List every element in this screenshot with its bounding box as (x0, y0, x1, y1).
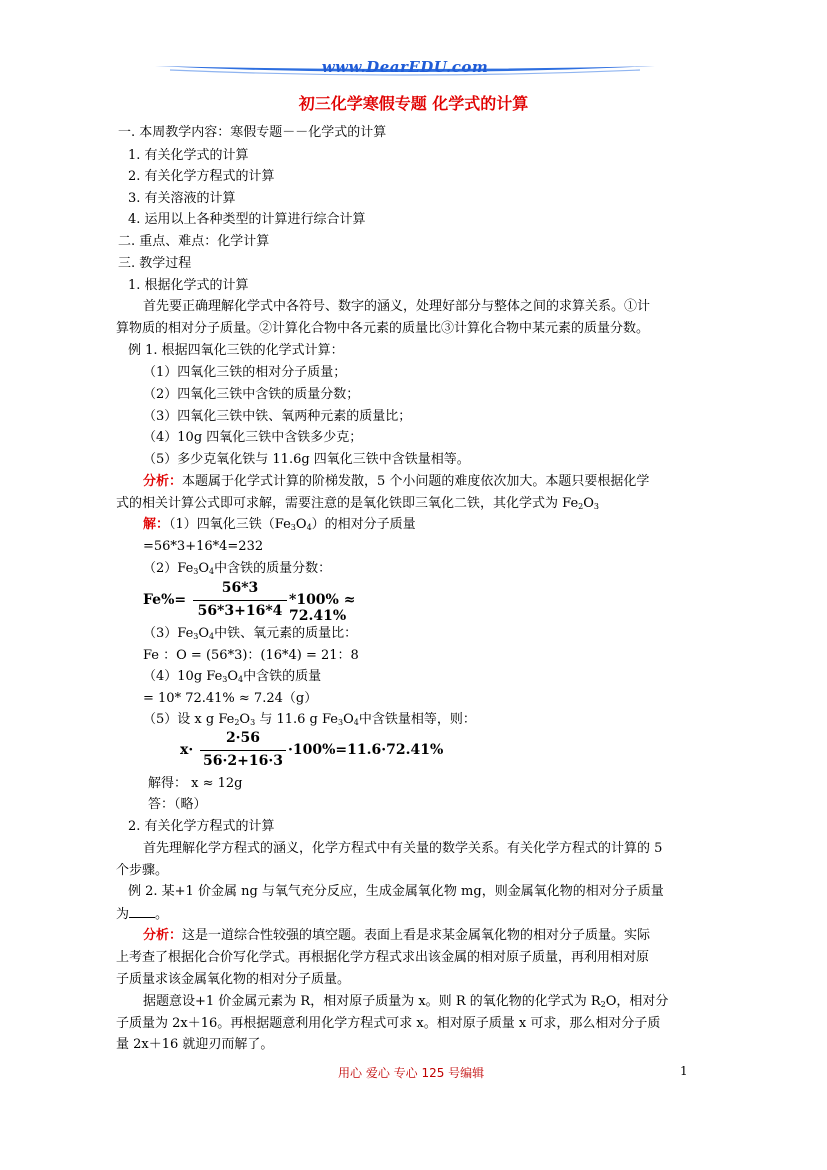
paragraph-line: 首先要正确理解化学式中各符号、数字的涵义，处理好部分与整体之间的求算关系。①计 (143, 299, 651, 314)
example-heading: 例 1. 根据四氧化三铁的化学式计算： (128, 343, 344, 358)
answer-line: 答：（略） (148, 797, 207, 812)
question-item: （4）10g 四氧化三铁中含铁多少克； (143, 430, 363, 445)
question-item: （2）四氧化三铁中含铁的质量分数； (143, 387, 360, 402)
analysis-line: 子质量求该金属氧化物的相对分子质量。 (116, 972, 351, 987)
question-item: （1）四氧化三铁的相对分子质量； (143, 365, 347, 380)
analysis-line: 分析：这是一道综合性较强的填空题。表面上看是求某金属氧化物的相对分子质量。实际 (143, 928, 651, 943)
paragraph-line: 据题意设+1 价金属元素为 R，相对原子质量为 x。则 R 的氧化物的化学式为 $R_2O$，相对分 (143, 994, 669, 1009)
page-title: 初三化学寒假专题 化学式的计算 (298, 94, 529, 113)
formula-equation: x· 2·56 56·2+16·3 ·100%=11.6·72.41% (180, 730, 444, 769)
solution-calc: =56*3+16*4=232 (143, 539, 264, 554)
analysis-line: 上考查了根据化合价写化学式。再根据化学方程式求出该金属的相对原子质量，再利用相对原 (116, 950, 650, 965)
section-heading: 三. 教学过程 (118, 256, 192, 271)
list-item: 2. 有关化学方程式的计算 (128, 169, 275, 184)
solution-calc: Fe ：O = (56*3)：(16*4) = 21：8 (143, 648, 359, 663)
analysis-label: 分析： (143, 474, 183, 489)
question-item: （3）四氧化三铁中铁、氧两种元素的质量比； (143, 409, 412, 424)
section-heading: 一. 本周教学内容：寒假专题－－化学式的计算 (118, 125, 387, 140)
analysis-label: 分析： (143, 928, 183, 943)
question-item: （5）多少克氧化铁与 11.6g 四氧化三铁中含铁量相等。 (143, 452, 470, 467)
subsection-heading: 2. 有关化学方程式的计算 (128, 819, 275, 834)
paragraph-line: 首先理解化学方程式的涵义，化学方程式中有关量的数学关系。有关化学方程式的计算的 5 (143, 841, 663, 856)
paragraph-line: 量 2x＋16 就迎刃而解了。 (116, 1037, 274, 1052)
example-line: 为 。 (116, 907, 169, 922)
solution-result: 解得： x ≈ 12g (148, 776, 243, 791)
solution-label: 解： (143, 517, 170, 532)
list-item: 4. 运用以上各种类型的计算进行综合计算 (128, 212, 366, 227)
solution-calc: = 10* 72.41% ≈ 7.24（g） (143, 691, 318, 706)
page-number: 1 (680, 1064, 688, 1078)
solution-line: $(3)Fe_3O_4$中铁、氧元素的质量比： (143, 626, 358, 641)
solution-line: 解：（1）四氧化三铁$(Fe_3O_4)$的相对分子质量 (143, 517, 416, 532)
formula-iron-percent: Fe%= 56*3 56*3+16*4 *100% ≈ 72.41% (143, 580, 356, 624)
footer-text: 用心 爱心 专心 125 号编辑 (338, 1066, 485, 1080)
list-item: 1. 有关化学式的计算 (128, 148, 249, 163)
fraction-bar (193, 600, 287, 601)
subsection-heading: 1. 根据化学式的计算 (128, 278, 249, 293)
analysis-line: 分析：本题属于化学式计算的阶梯发散，5 个小问题的难度依次加大。本题只要根据化学 (143, 474, 650, 489)
example-heading: 例 2. 某+1 价金属 ng 与氧气充分反应，生成金属氧化物 mg，则金属氧化物的相对分子质量 (128, 884, 664, 899)
paragraph-line: 子质量为 2x＋16。再根据题意利用化学方程式可求 x。相对原子质量 x 可求，那么相对分子质 (116, 1016, 661, 1031)
paragraph-line: 算物质的相对分子质量。②计算化合物中各元素的质量比③计算化合物中某元素的质量分数。 (116, 321, 650, 336)
paragraph-line: 个步骤。 (116, 863, 169, 878)
section-heading: 二. 重点、难点：化学计算 (118, 234, 270, 249)
site-url[interactable]: www.DearEDU.com (321, 58, 489, 76)
solution-line: （4）10g $Fe_3O_4$中含铁的质量 (143, 669, 322, 684)
solution-line: （5）设 x g $Fe_2O_3$ 与 11.6 g $Fe_3O_4$中含铁量相等，则： (143, 712, 476, 727)
analysis-line: 式的相关计算公式即可求解，需要注意的是氧化铁即三氧化二铁，其化学式为 $Fe_2O_3$ (116, 496, 599, 511)
answer-blank (129, 905, 155, 918)
solution-line: $(2)Fe_3O_4$中含铁的质量分数： (143, 561, 332, 576)
fraction-bar (200, 750, 286, 751)
list-item: 3. 有关溶液的计算 (128, 191, 236, 206)
header-banner (150, 56, 660, 84)
